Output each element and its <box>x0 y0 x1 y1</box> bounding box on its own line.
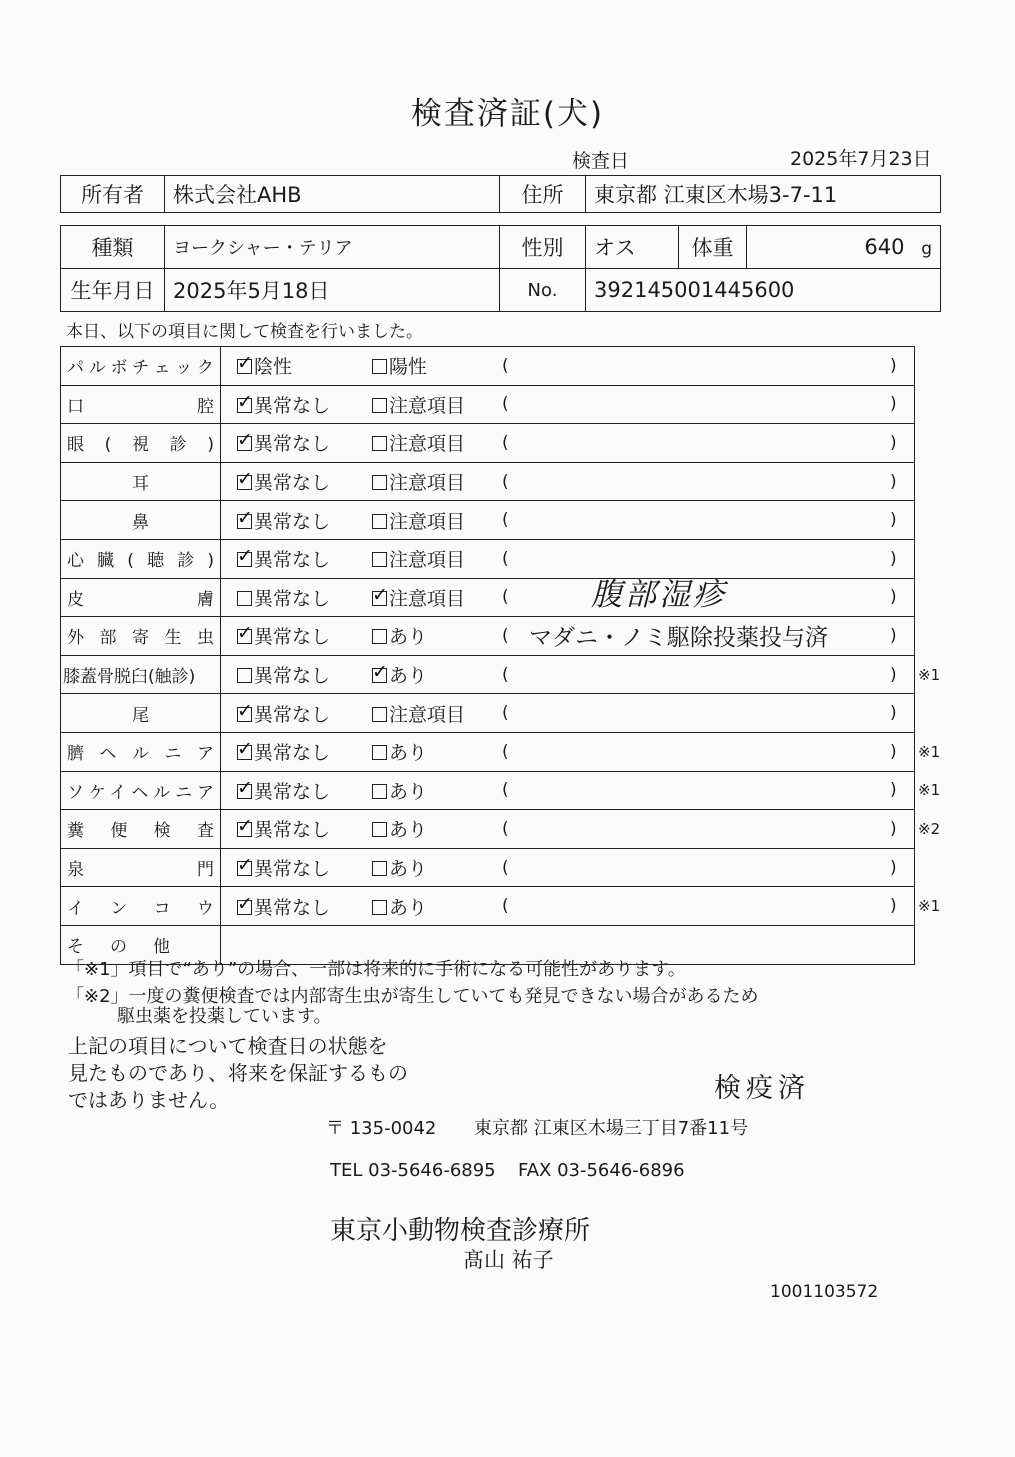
exam-option-1 <box>237 887 330 925</box>
close-paren: ) <box>890 896 897 917</box>
postal-code: 〒 135-0042 <box>326 1118 437 1139</box>
exam-row-label-text: 尾 <box>132 705 149 726</box>
exam-row-label <box>61 386 221 424</box>
checkbox-icon[interactable] <box>372 359 387 374</box>
exam-row-label <box>61 347 221 385</box>
footnote-mark: ※1 <box>918 742 941 761</box>
exam-option-1 <box>237 347 292 385</box>
exam-row <box>61 849 914 888</box>
exam-row <box>61 656 941 695</box>
weight-cell <box>747 226 941 269</box>
owner-table <box>60 175 941 213</box>
exam-row <box>61 887 941 926</box>
exam-row-label-text: 糞便検査 <box>67 821 214 842</box>
open-paren: ( <box>502 394 509 415</box>
exam-row <box>61 576 914 618</box>
exam-option-2 <box>372 887 427 925</box>
exam-option-1 <box>237 656 330 694</box>
close-paren: ) <box>890 548 897 569</box>
exam-option-label: 注意項目 <box>389 587 466 610</box>
exam-row <box>61 617 914 656</box>
disclaimer-3: ではありません。 <box>68 1088 230 1112</box>
check-mark-icon: ✓ <box>237 776 253 799</box>
owner-label: 所有者 <box>61 176 165 213</box>
exam-option-label: 異常なし <box>254 665 331 688</box>
close-paren: ) <box>890 355 897 376</box>
checked-box-icon[interactable] <box>237 815 253 838</box>
checkbox-icon[interactable] <box>372 784 387 799</box>
exam-option-2 <box>372 579 465 617</box>
exam-row <box>61 386 914 425</box>
close-paren: ) <box>890 664 897 685</box>
close-paren: ) <box>890 741 897 762</box>
no-value: 392145001445600 <box>586 269 941 312</box>
open-paren: ( <box>502 510 509 531</box>
close-paren: ) <box>890 857 897 878</box>
exam-option-label: あり <box>389 626 428 649</box>
exam-row-label <box>61 463 221 501</box>
exam-option-label: あり <box>389 665 428 688</box>
exam-row-label-text: 膝蓋骨脱臼(触診) <box>63 667 196 688</box>
checkbox-icon[interactable] <box>372 707 387 722</box>
exam-option-label: 注意項目 <box>389 703 466 726</box>
footnote-mark: ※1 <box>918 665 941 684</box>
note-3: 駆虫薬を投薬しています。 <box>117 1006 332 1027</box>
exam-row <box>61 347 914 386</box>
exam-option-label: 異常なし <box>254 433 331 456</box>
exam-row-label-text: 鼻 <box>132 512 149 533</box>
exam-option-label: あり <box>389 896 428 919</box>
exam-row-label <box>61 656 221 694</box>
weight-unit: g <box>921 239 932 259</box>
exam-option-2 <box>372 656 427 694</box>
birth-label: 生年月日 <box>61 269 165 312</box>
exam-row-label <box>61 849 221 887</box>
close-paren: ) <box>890 394 897 415</box>
exam-option-label: あり <box>389 742 428 765</box>
tel: TEL 03-5646-6895 <box>330 1160 496 1181</box>
exam-option-2 <box>372 501 465 539</box>
checked-box-icon[interactable] <box>237 506 253 529</box>
exam-row-label <box>61 501 221 539</box>
exam-option-1 <box>237 617 330 655</box>
sex-label: 性別 <box>500 226 586 269</box>
checked-box-icon[interactable] <box>237 352 253 375</box>
open-paren: ( <box>502 471 509 492</box>
clinic-address: 東京都 江東区木場三丁目7番11号 <box>474 1118 749 1139</box>
exam-row-label-text: 眼(視診) <box>67 435 214 456</box>
exam-row-label-text: 皮膚 <box>67 589 214 610</box>
exam-option-label: 異常なし <box>254 549 331 572</box>
sex-value: オス <box>586 226 679 269</box>
exam-option-1 <box>237 501 330 539</box>
check-mark-icon: ✓ <box>237 545 253 568</box>
exam-row-label <box>61 424 221 462</box>
open-paren: ( <box>502 355 509 376</box>
close-paren: ) <box>890 780 897 801</box>
exam-option-1 <box>237 849 330 887</box>
owner-address: 東京都 江東区木場3-7-11 <box>586 176 941 213</box>
exam-option-1 <box>237 424 330 462</box>
check-mark-icon: ✓ <box>372 661 388 684</box>
close-paren: ) <box>890 818 897 839</box>
checkbox-icon[interactable] <box>237 668 252 683</box>
exam-date: 2025年7月23日 <box>790 148 932 170</box>
exam-option-label: 異常なし <box>254 858 331 881</box>
exam-option-1 <box>237 540 330 578</box>
exam-row-label <box>61 694 221 732</box>
exam-row <box>61 540 914 579</box>
close-paren: ) <box>890 625 897 646</box>
exam-option-label: 異常なし <box>254 472 331 495</box>
exam-option-2 <box>372 733 427 771</box>
checked-box-icon[interactable] <box>237 854 253 877</box>
serial-number: 1001103572 <box>770 1282 879 1302</box>
exam-row <box>61 463 914 502</box>
address-label: 住所 <box>500 176 586 213</box>
exam-row-label <box>61 772 221 810</box>
exam-option-label: 注意項目 <box>389 472 466 495</box>
exam-row-label-text: 外部寄生虫 <box>67 628 214 649</box>
exam-option-label: 注意項目 <box>389 433 466 456</box>
exam-option-label: 異常なし <box>254 896 331 919</box>
open-paren: ( <box>502 703 509 724</box>
checkbox-icon[interactable] <box>372 475 387 490</box>
exam-option-label: 異常なし <box>254 626 331 649</box>
exam-row <box>61 772 941 811</box>
check-mark-icon: ✓ <box>237 468 253 491</box>
exam-option-label: 異常なし <box>254 587 331 610</box>
checked-box-icon[interactable] <box>237 776 253 799</box>
open-paren: ( <box>502 896 509 917</box>
check-mark-icon: ✓ <box>237 738 253 761</box>
open-paren: ( <box>502 664 509 685</box>
exam-option-2 <box>372 617 427 655</box>
quarantine-stamp: 検疫済 <box>714 1073 810 1104</box>
exam-option-label: 異常なし <box>254 742 331 765</box>
checkbox-icon[interactable] <box>372 861 387 876</box>
close-paren: ) <box>890 587 897 608</box>
exam-option-label: 異常なし <box>254 780 331 803</box>
exam-option-label: 異常なし <box>254 394 331 417</box>
checked-box-icon[interactable] <box>372 661 388 684</box>
exam-option-label: 異常なし <box>254 510 331 533</box>
exam-option-label: あり <box>389 780 428 803</box>
other-text: その他 <box>67 937 196 958</box>
open-paren: ( <box>502 780 509 801</box>
exam-option-2 <box>372 694 465 732</box>
exam-row <box>61 501 914 540</box>
exam-option-2 <box>372 347 427 385</box>
checked-box-icon[interactable] <box>237 429 253 452</box>
exam-row-label <box>61 579 221 617</box>
birth-value: 2025年5月18日 <box>165 269 500 312</box>
check-mark-icon: ✓ <box>372 583 388 606</box>
exam-option-1 <box>237 463 330 501</box>
exam-row-label <box>61 733 221 771</box>
fax: FAX 03-5646-6896 <box>518 1160 685 1181</box>
exam-table <box>60 346 941 965</box>
exam-option-2 <box>372 386 465 424</box>
exam-option-2 <box>372 424 465 462</box>
exam-row-label <box>61 810 221 848</box>
exam-row-label-text: 泉門 <box>67 860 214 881</box>
footnote-mark: ※1 <box>918 897 941 916</box>
breed-value: ヨークシャー・テリア <box>165 226 500 269</box>
exam-option-2 <box>372 849 427 887</box>
exam-row-label-text: 耳 <box>132 474 149 495</box>
exam-row-label-text: 心臓(聴診) <box>67 551 214 572</box>
checkbox-icon[interactable] <box>372 822 387 837</box>
checked-box-icon[interactable] <box>237 699 253 722</box>
exam-option-1 <box>237 579 330 617</box>
exam-row <box>61 424 914 463</box>
disclaimer-1: 上記の項目について検査日の状態を <box>68 1034 388 1058</box>
note-2: 「※2」一度の糞便検査では内部寄生虫が寄生していても発見できない場合があるため <box>66 986 759 1007</box>
exam-row-label-text: インコウ <box>67 898 214 919</box>
checkbox-icon[interactable] <box>237 591 252 606</box>
checkbox-icon[interactable] <box>372 436 387 451</box>
exam-option-label: 陽性 <box>389 356 428 379</box>
exam-option-1 <box>237 810 330 848</box>
check-mark-icon: ✓ <box>237 352 253 375</box>
exam-row <box>61 694 914 733</box>
exam-row-label <box>61 887 221 925</box>
exam-option-label: 注意項目 <box>389 394 466 417</box>
exam-option-1 <box>237 733 330 771</box>
exam-option-label: あり <box>389 819 428 842</box>
exam-date-label: 検査日 <box>572 150 630 172</box>
checked-box-icon[interactable] <box>237 468 253 491</box>
exam-option-label: 異常なし <box>254 819 331 842</box>
exam-option-label: 注意項目 <box>389 510 466 533</box>
exam-option-label: 陰性 <box>254 356 293 379</box>
weight-label: 体重 <box>679 226 747 269</box>
exam-row-label <box>61 617 221 655</box>
exam-row-label-text: 口腔 <box>67 396 214 417</box>
weight-value: 640 <box>864 235 905 259</box>
exam-option-2 <box>372 772 427 810</box>
checked-box-icon[interactable] <box>237 390 253 413</box>
checked-box-icon[interactable] <box>372 583 388 606</box>
exam-row-label <box>61 540 221 578</box>
check-mark-icon: ✓ <box>237 815 253 838</box>
exam-note: 腹部湿疹 <box>591 576 727 613</box>
open-paren: ( <box>502 818 509 839</box>
exam-row-label-text: パルボチェック <box>67 358 214 379</box>
exam-option-2 <box>372 810 427 848</box>
breed-label: 種類 <box>61 226 165 269</box>
clinic-name: 東京小動物検査診療所 <box>330 1216 591 1246</box>
open-paren: ( <box>502 741 509 762</box>
exam-option-2 <box>372 463 465 501</box>
check-mark-icon: ✓ <box>237 429 253 452</box>
checked-box-icon[interactable] <box>237 738 253 761</box>
open-paren: ( <box>502 857 509 878</box>
close-paren: ) <box>890 471 897 492</box>
disclaimer-2: 見たものであり、将来を保証するもの <box>68 1061 408 1085</box>
exam-option-label: 注意項目 <box>389 549 466 572</box>
check-mark-icon: ✓ <box>237 390 253 413</box>
checked-box-icon[interactable] <box>237 545 253 568</box>
exam-note: マダニ・ノミ駆除投薬投与済 <box>529 625 828 652</box>
open-paren: ( <box>502 548 509 569</box>
open-paren: ( <box>502 587 509 608</box>
animal-table <box>60 225 941 312</box>
footnote-mark: ※1 <box>918 781 941 800</box>
close-paren: ) <box>890 703 897 724</box>
check-mark-icon: ✓ <box>237 892 253 915</box>
checkbox-icon[interactable] <box>372 398 387 413</box>
exam-option-1 <box>237 694 330 732</box>
checked-box-icon[interactable] <box>237 892 253 915</box>
close-paren: ) <box>890 510 897 531</box>
exam-option-1 <box>237 772 330 810</box>
check-mark-icon: ✓ <box>237 622 253 645</box>
exam-option-label: あり <box>389 858 428 881</box>
exam-option-2 <box>372 540 465 578</box>
checkbox-icon[interactable] <box>372 514 387 529</box>
checkbox-icon[interactable] <box>372 745 387 760</box>
checked-box-icon[interactable] <box>237 622 253 645</box>
checkbox-icon[interactable] <box>372 552 387 567</box>
checkbox-icon[interactable] <box>372 900 387 915</box>
open-paren: ( <box>502 625 509 646</box>
intro-text: 本日、以下の項目に関して検査を行いました。 <box>66 322 423 342</box>
check-mark-icon: ✓ <box>237 699 253 722</box>
exam-row-label-text: 臍ヘルニア <box>67 744 214 765</box>
checkbox-icon[interactable] <box>372 629 387 644</box>
exam-row-label-text: ソケイヘルニア <box>67 782 214 803</box>
exam-option-1 <box>237 386 330 424</box>
footnote-mark: ※2 <box>918 819 941 838</box>
check-mark-icon: ✓ <box>237 854 253 877</box>
exam-row <box>61 733 941 772</box>
page-title: 検査済証(犬) <box>410 96 605 132</box>
owner-name: 株式会社AHB <box>165 176 500 213</box>
check-mark-icon: ✓ <box>237 506 253 529</box>
doctor-name: 髙山 祐子 <box>463 1248 554 1272</box>
no-label: No. <box>500 269 586 312</box>
open-paren: ( <box>502 432 509 453</box>
note-1: 「※1」項目で“あり”の場合、一部は将来的に手術になる可能性があります。 <box>66 959 686 980</box>
close-paren: ) <box>890 432 897 453</box>
exam-option-label: 異常なし <box>254 703 331 726</box>
exam-row <box>61 810 941 849</box>
